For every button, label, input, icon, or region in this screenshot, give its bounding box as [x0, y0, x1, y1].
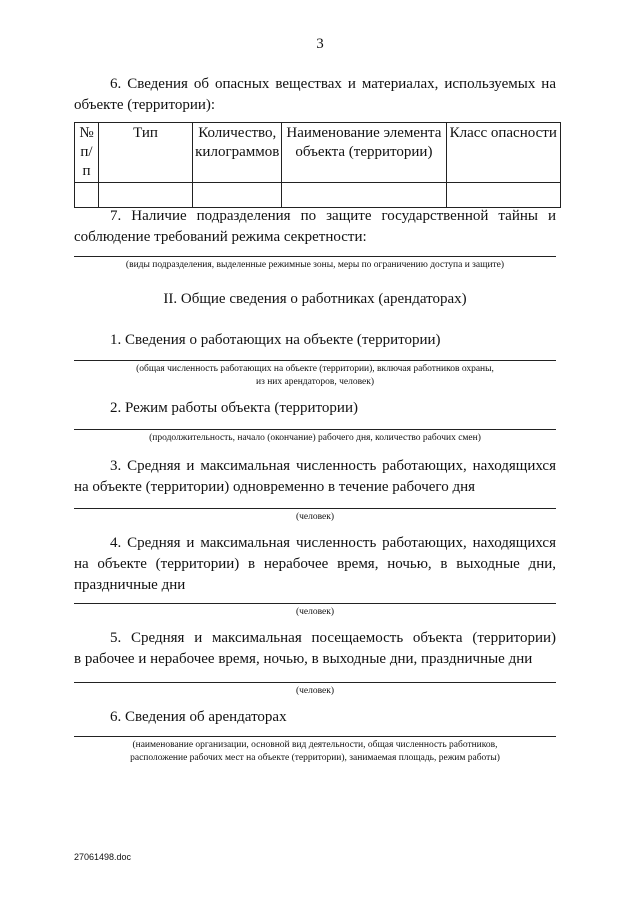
column-header-quantity: Количество, килограммов: [193, 123, 282, 183]
hazard-section-paragraph: [74, 74, 556, 116]
item2-paragraph: [74, 398, 556, 419]
text-line: праздничные дни: [74, 577, 186, 593]
table-cell: [75, 183, 99, 208]
field-caption: (виды подразделения, выделенные режимные зоны, меры по ограничению доступа и защите): [125, 260, 505, 270]
text-line: на объекте (территории) одновременно в течение рабочего дня: [74, 479, 476, 495]
document-filename: 27061498.doc: [74, 852, 132, 862]
table-row: [75, 183, 561, 208]
page-number: 3: [316, 36, 324, 52]
column-header-type: Тип: [98, 123, 192, 183]
table-header-row: [75, 123, 561, 183]
text-line: в рабочее и нерабочее время, ночью, в выходные дни, праздничные дни: [74, 651, 533, 667]
fill-in-line: [74, 603, 556, 604]
secrecy-section-paragraph: [74, 206, 556, 248]
item1-paragraph: [74, 330, 556, 351]
fill-in-line: [74, 682, 556, 683]
text-line: на объекте (территории) в нерабочее время, ночью, в выходные дни,: [74, 556, 556, 572]
fill-in-line: [74, 508, 556, 509]
item3-paragraph: [74, 456, 556, 498]
item4-paragraph: [74, 533, 556, 596]
table-cell: [98, 183, 192, 208]
text-line: 1. Сведения о работающих на объекте (территории): [110, 332, 441, 348]
table-cell: [193, 183, 282, 208]
text-line: 5. Средняя и максимальная посещаемость объекта (территории): [110, 630, 556, 646]
fill-in-line: [74, 429, 556, 430]
column-header-hazard-class: Класс опасности: [446, 123, 560, 183]
table-cell: [282, 183, 446, 208]
field-caption: (наименование организации, основной вид деятельности, общая численность работников, расположение рабочих мест на объекте (территории), занимаемая площадь, режим работы): [130, 740, 500, 763]
hazardous-substances-table: [74, 122, 561, 208]
part-heading: II. Общие сведения о работниках (арендаторах): [163, 291, 467, 307]
text-line: 7. Наличие подразделения по защите государственной тайны и: [110, 208, 556, 224]
item6-paragraph: [74, 707, 556, 728]
column-header-element-name: Наименование элемента объекта (территории): [282, 123, 446, 183]
item5-paragraph: [74, 628, 556, 670]
fill-in-line: [74, 736, 556, 737]
text-line: соблюдение требований режима секретности:: [74, 229, 367, 245]
field-caption: (общая численность работающих на объекте (территории), включая работников охраны, из них арендаторов, человек): [136, 364, 494, 387]
table-cell: [446, 183, 560, 208]
text-line: 4. Средняя и максимальная численность работающих, находящихся: [110, 535, 556, 551]
text-line: 3. Средняя и максимальная численность работающих, находящихся: [110, 458, 556, 474]
field-caption: (человек): [295, 686, 335, 696]
fill-in-line: [74, 360, 556, 361]
field-caption: (человек): [295, 512, 335, 522]
text-line: объекте (территории):: [74, 97, 216, 113]
text-line: 2. Режим работы объекта (территории): [110, 400, 358, 416]
column-header-number: № п/п: [75, 123, 99, 183]
field-caption: (продолжительность, начало (окончание) рабочего дня, количество рабочих смен): [149, 433, 481, 443]
text-line: 6. Сведения об арендаторах: [110, 709, 287, 725]
text-line: 6. Сведения об опасных веществах и материалах, используемых на: [110, 76, 556, 92]
field-caption: (человек): [295, 607, 335, 617]
fill-in-line: [74, 256, 556, 257]
